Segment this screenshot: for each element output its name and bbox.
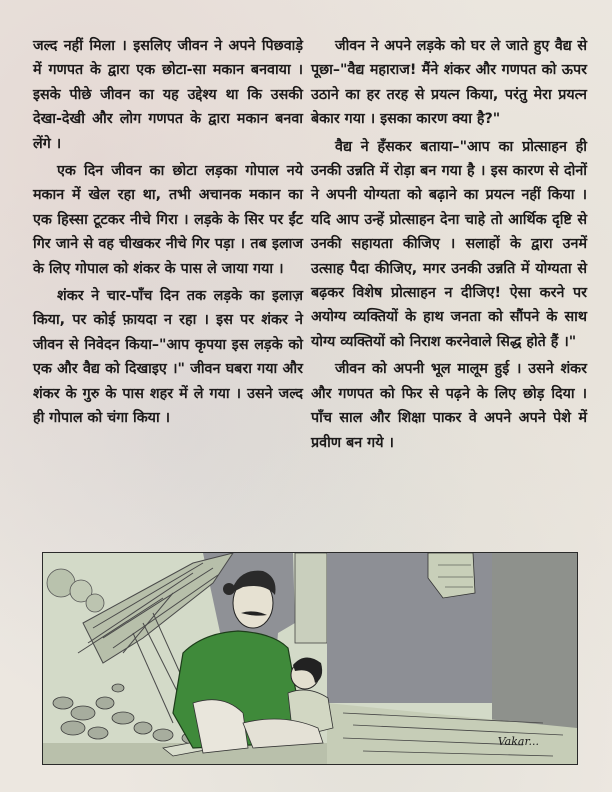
paragraph: जीवन ने अपने लड़के को घर ले जाते हुए वैद्य से पूछा–"वैद्य महाराज! मैंने शंकर और गणपत को ऊपर उठाने का हर तरह से प्रयत्न किया, परंतु मेरा प्रयत्न बेकार गया । इसका कारण क्या है?" <box>311 38 587 128</box>
paragraph: एक दिन जीवन का छोटा लड़का गोपाल नये मकान में खेल रहा था, तभी अचानक मकान का एक हिस्सा टूटकर नीचे गिरा । लड़के के सिर पर ईंट गिर जाने से वह चीखकर नीचे गिर पड़ा । तब इलाज के लिए गोपाल को शंकर के पास ले जाया गया । <box>33 163 303 277</box>
paragraph: वैद्य ने हँसकर बताया–"आप का प्रोत्साहन ही उनकी उन्नति में रोड़ा बन गया है । इस कारण से दोनों ने अपनी योग्यता को बढ़ाने का प्रयत्न नहीं किया । यदि आप उन्हें प्रोत्साहन देना चाहे तो आर्थिक दृष्टि से उनकी सहायता कीजिए । सलाहों के द्वारा उनमें उत्साह पैदा कीजिए, मगर उनकी उन्नति में योग्यता से बढ़कर विशेष प्रोत्साहन न दीजिए! ऐसा करने पर अयोग्य व्यक्तियों के हाथ जनता को सौंपने के साथ योग्य व्यक्तियों को निराश करनेवाले सिद्ध होते हैं ।" <box>311 138 587 350</box>
paragraph: जल्द नहीं मिला । इसलिए जीवन ने अपने पिछवाड़े में गणपत के द्वारा एक छोटा-सा मकान बनवाया । इसके पीछे जीवन का यह उद्देश्य था कि उसकी देखा-देखी और लोग गणपत के द्वारा मकान बनवा लेंगे । <box>33 38 303 152</box>
paragraph: जीवन को अपनी भूल मालूम हुई । उसने शंकर और गणपत को फिर से पढ़ने के लिए छोड़ दिया । पाँच साल और शिक्षा पाकर वे अपने अपने पेशे में प्रवीण बन गये । <box>311 361 587 451</box>
side-wall <box>492 553 577 728</box>
door-frame <box>295 553 327 643</box>
artist-signature: Vakar... <box>497 735 539 748</box>
story-illustration <box>42 552 578 765</box>
illustration-drawing <box>43 553 577 764</box>
paragraph: शंकर ने चार-पाँच दिन तक लड़के का इलाज़ किया, पर कोई फ़ायदा न रहा । इस पर शंकर ने जीवन से निवेदन किया–"आप कृपया इस लड़के को एक और वैद्य को दिखाइए ।" जीवन घबरा गया और शंकर के गुरु के पास शहर में ले गया । उसने जल्द ही गोपाल को चंगा किया । <box>33 288 303 427</box>
left-text-column <box>33 34 303 434</box>
right-text-column <box>311 34 587 458</box>
hair-bun <box>223 583 235 595</box>
